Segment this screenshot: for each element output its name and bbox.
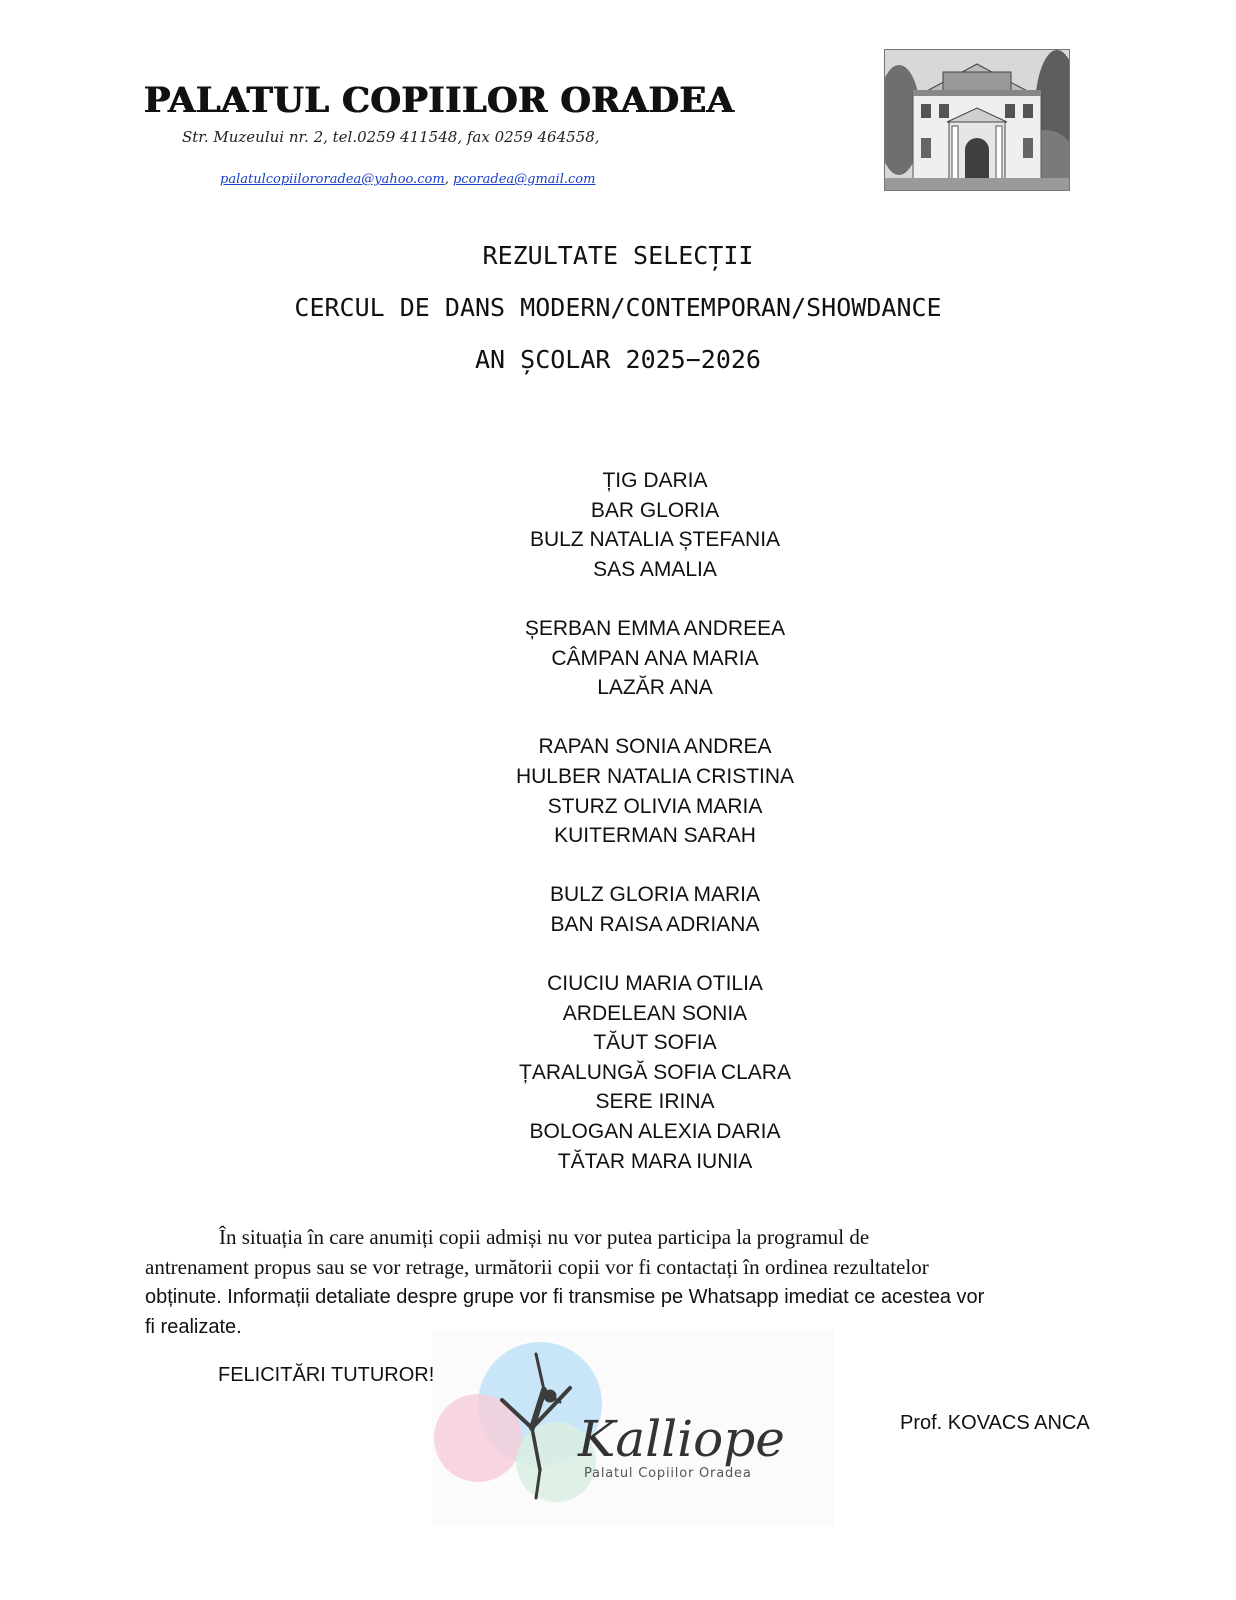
kalliope-logo bbox=[432, 1330, 834, 1526]
list-item: RAPAN SONIA ANDREA bbox=[538, 735, 772, 759]
list-item: LAZĂR ANA bbox=[597, 676, 713, 700]
notice-paragraph bbox=[145, 1222, 1090, 1342]
results-title bbox=[0, 230, 1236, 386]
list-item: SAS AMALIA bbox=[593, 557, 717, 581]
names-group-3 bbox=[0, 732, 1236, 850]
title-line-1: REZULTATE SELECȚII bbox=[482, 241, 754, 270]
org-address: Str. Muzeului nr. 2, tel.0259 411548, fax 0259 464558, bbox=[182, 128, 600, 146]
title-line-3: AN ȘCOLAR 2025−2026 bbox=[475, 345, 761, 374]
list-item: ȚIG DARIA bbox=[602, 469, 708, 492]
names-group-4 bbox=[0, 880, 1236, 939]
title-line-2: CERCUL DE DANS MODERN/CONTEMPORAN/SHOWDANCE bbox=[294, 293, 942, 322]
org-emails bbox=[220, 172, 595, 187]
list-item: HULBER NATALIA CRISTINA bbox=[515, 764, 795, 788]
logo-subtitle: Palatul Copiilor Oradea bbox=[584, 1466, 752, 1481]
list-item: KUITERMAN SARAH bbox=[554, 824, 756, 848]
list-item: ARDELEAN SONIA bbox=[562, 1001, 748, 1025]
list-item: ȚARALUNGĂ SOFIA CLARA bbox=[519, 1060, 791, 1084]
notice-line-3: obținute. Informații detaliate despre grupe vor fi transmise pe Whatsapp imediat ce acestea vor bbox=[145, 1286, 985, 1308]
list-item: STURZ OLIVIA MARIA bbox=[547, 794, 763, 818]
list-item: SERE IRINA bbox=[595, 1090, 715, 1114]
org-name: PALATUL COPIILOR ORADEA bbox=[144, 80, 735, 121]
list-item: BULZ NATALIA ȘTEFANIA bbox=[529, 528, 781, 552]
list-item: BOLOGAN ALEXIA DARIA bbox=[529, 1120, 781, 1144]
list-item: BAN RAISA ADRIANA bbox=[550, 912, 760, 936]
email-link-yahoo[interactable]: palatulcopiilororadea@yahoo.com bbox=[220, 172, 445, 187]
notice-line-4: fi realizate. bbox=[145, 1316, 242, 1338]
email-link-gmail[interactable]: pcoradea@gmail.com bbox=[452, 172, 596, 187]
building-photo-icon bbox=[884, 49, 1070, 191]
names-group-2 bbox=[0, 614, 1236, 703]
list-item: ȘERBAN EMMA ANDREEA bbox=[524, 616, 786, 640]
list-item: BAR GLORIA bbox=[590, 498, 720, 522]
names-group-5 bbox=[0, 969, 1236, 1176]
list-item: TĂUT SOFIA bbox=[593, 1031, 717, 1055]
names-group-1 bbox=[0, 466, 1236, 584]
signature: Prof. KOVACS ANCA bbox=[900, 1412, 1090, 1434]
admitted-names-list bbox=[0, 466, 1236, 1206]
list-item: CÂMPAN ANA MARIA bbox=[551, 646, 759, 670]
list-item: BULZ GLORIA MARIA bbox=[549, 883, 761, 907]
notice-line-2: antrenament propus sau se vor retrage, următorii copii vor fi contactați în ordinea rezultatelor bbox=[145, 1255, 929, 1279]
congratulations-text: FELICITĂRI TUTUROR! bbox=[218, 1364, 435, 1386]
logo-script-text: Kalliope bbox=[578, 1410, 785, 1468]
list-item: TĂTAR MARA IUNIA bbox=[557, 1149, 753, 1173]
list-item: CIUCIU MARIA OTILIA bbox=[547, 972, 763, 996]
notice-line-1: În situația în care anumiți copii admiși nu vor putea participa la programul de bbox=[219, 1225, 870, 1249]
email-separator: , bbox=[444, 172, 449, 187]
